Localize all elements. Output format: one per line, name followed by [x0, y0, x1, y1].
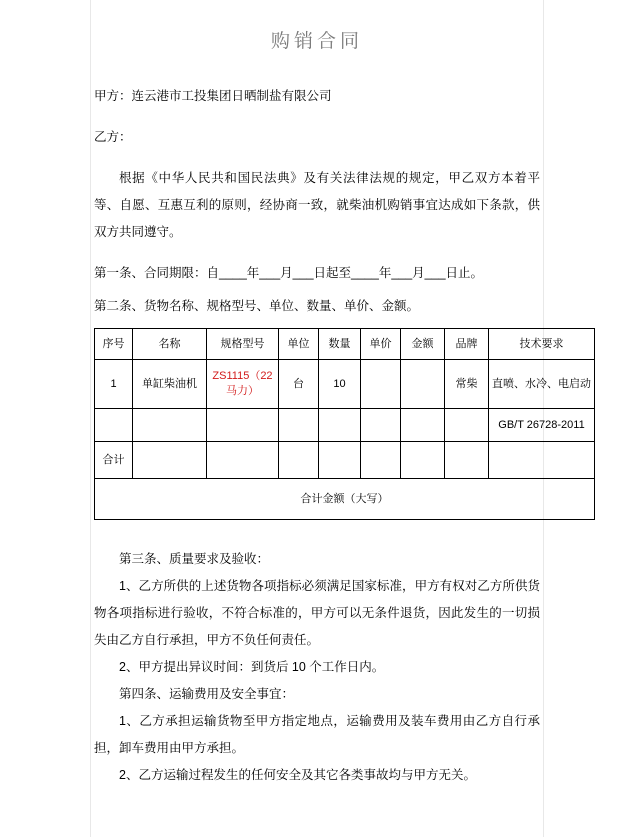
- col-header-brand: 品牌: [445, 329, 489, 360]
- col-header-tech: 技术要求: [489, 329, 595, 360]
- page-title: 购销合同: [270, 30, 363, 52]
- cell-unit: 台: [279, 360, 319, 409]
- sum-unit: [279, 442, 319, 479]
- sum-spec: [207, 442, 279, 479]
- clause-3-title: 第三条、质量要求及验收：: [119, 552, 270, 566]
- clause-3-item-2: 2、甲方提出异议时间：到货后 10 个工作日内。: [119, 660, 385, 674]
- clause-4-item-2: 2、乙方运输过程发生的任何安全及其它各类事故均与甲方无关。: [119, 768, 476, 782]
- sum-qty: [319, 442, 361, 479]
- table-row: [95, 409, 595, 442]
- cell-tech: 直喷、水冷、电启动: [489, 360, 595, 409]
- clause-2: 第二条、货物名称、规格型号、单位、数量、单价、金额。: [94, 299, 420, 313]
- cell-price: [361, 409, 401, 442]
- cell-no: 1: [95, 360, 133, 409]
- table-total-row: [95, 479, 595, 520]
- col-header-name: 名称: [133, 329, 207, 360]
- table-header-row: [95, 329, 595, 360]
- col-header-no: 序号: [95, 329, 133, 360]
- sum-label: 合计: [95, 442, 133, 479]
- cell-qty: 10: [319, 360, 361, 409]
- cell-no: [95, 409, 133, 442]
- sum-amount: [401, 442, 445, 479]
- cell-price: [361, 360, 401, 409]
- clause-3-section: [94, 546, 540, 681]
- cell-spec: [207, 409, 279, 442]
- cell-spec: ZS1115（22马力）: [207, 360, 279, 409]
- cell-qty: [319, 409, 361, 442]
- total-amount-label: 合计金额（大写）: [95, 479, 595, 520]
- table-sum-row: [95, 442, 595, 479]
- cell-name: 单缸柴油机: [133, 360, 207, 409]
- col-header-price: 单价: [361, 329, 401, 360]
- table-row: [95, 360, 595, 409]
- sum-price: [361, 442, 401, 479]
- cell-brand: [445, 409, 489, 442]
- cell-amount: [401, 409, 445, 442]
- col-header-qty: 数量: [319, 329, 361, 360]
- party-b-line: 乙方：: [94, 130, 132, 144]
- preamble-paragraph: 根据《中华人民共和国民法典》及有关法律法规的规定，甲乙双方本着平等、自愿、互惠互利的原则，经协商一致，就柴油机购销事宜达成如下条款，供双方共同遵守。: [94, 171, 540, 239]
- clause-1: 第一条、合同期限：自____年___月___日起至____年___月___日止。: [94, 266, 484, 280]
- cell-tech: GB/T 26728-2011: [489, 409, 595, 442]
- cell-name: [133, 409, 207, 442]
- clause-3-item-1: 1、乙方所供的上述货物各项指标必须满足国家标准，甲方有权对乙方所供货物各项指标进行验收，不符合标准的，甲方可以无条件退货，因此发生的一切损失由乙方自行承担，甲方不负任何责任。: [94, 579, 540, 647]
- clause-4-item-1: 1、乙方承担运输货物至甲方指定地点，运输费用及装车费用由乙方自行承担，卸车费用由甲方承担。: [94, 714, 540, 755]
- cell-brand: 常柴: [445, 360, 489, 409]
- col-header-unit: 单位: [279, 329, 319, 360]
- clause-4-section: [94, 681, 540, 789]
- clause-4-title: 第四条、运输费用及安全事宜：: [119, 687, 295, 701]
- sum-tech: [489, 442, 595, 479]
- cell-amount: [401, 360, 445, 409]
- goods-table: [94, 328, 595, 520]
- party-a-line: 甲方：连云港市工投集团日晒制盐有限公司: [94, 89, 332, 103]
- document-content: [91, 0, 591, 789]
- cell-unit: [279, 409, 319, 442]
- col-header-amount: 金额: [401, 329, 445, 360]
- sum-brand: [445, 442, 489, 479]
- sum-name: [133, 442, 207, 479]
- col-header-spec: 规格型号: [207, 329, 279, 360]
